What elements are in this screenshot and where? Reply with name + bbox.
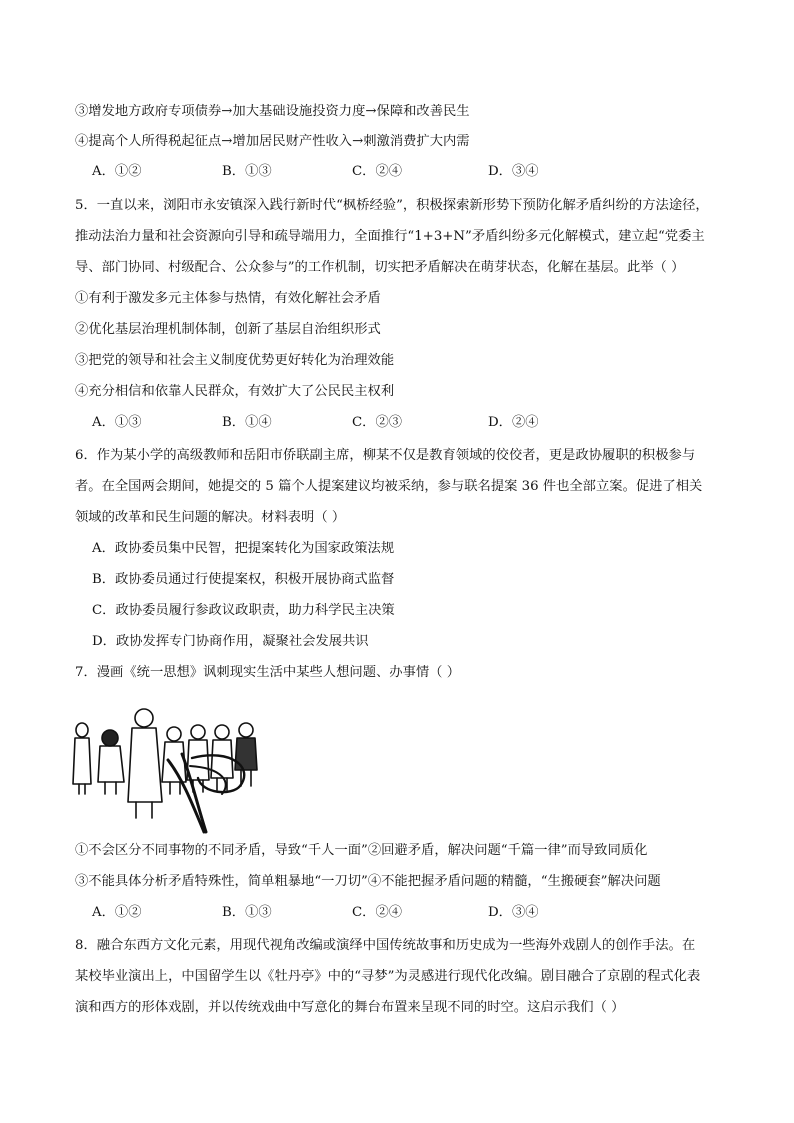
question-8-line-2: 某校毕业演出上，中国留学生以《牡丹亭》中的“寻梦”为灵感进行现代化改编。剧目融合了京剧的程式化表: [75, 969, 701, 984]
q6-option-b: B．政协委员通过行使提案权，积极开展协商式监督: [92, 572, 395, 587]
option-b: B．①③: [222, 164, 272, 179]
q5-statement-3: ③把党的领导和社会主义制度优势更好转化为治理效能: [75, 353, 395, 368]
option-c: C．②③: [352, 415, 403, 430]
option-b: B．①③: [222, 905, 272, 920]
question-8-line-3: 演和西方的形体戏剧，并以传统戏曲中写意化的舞台布置来呈现不同的时空。这启示我们（ ）: [75, 1000, 625, 1015]
q7-statements-3-4: ③不能具体分析矛盾特殊性，简单粗暴地“一刀切”④不能把握矛盾问题的精髓，“生搬硬套”解决问题: [75, 874, 661, 889]
answer-options-q7: [92, 903, 732, 923]
option-c: C．②④: [352, 905, 403, 920]
question-5-line-1: 5．一直以来，浏阳市永安镇深入践行新时代“枫桥经验”，积极探索新形势下预防化解矛盾纠纷的方法途径，: [75, 198, 709, 213]
question-6-line-3: 领域的改革和民生问题的解决。材料表明（ ）: [75, 510, 346, 525]
option-d: D．③④: [488, 905, 539, 920]
question-8-line-1: 8．融合东西方文化元素，用现代视角改编或演绎中国传统故事和历史成为一些海外戏剧人的创作手法。在: [75, 938, 696, 953]
option-a: A．①③: [92, 415, 142, 430]
q5-statement-2: ②优化基层治理机制体制，创新了基层自治组织形式: [75, 322, 381, 337]
answer-options-q4: [92, 162, 732, 182]
q6-option-a: A．政协委员集中民智，把提案转化为国家政策法规: [92, 541, 395, 556]
question-6-line-2: 者。在全国两会期间，她提交的 5 篇个人提案建议均被采纳，参与联名提案 36 件也全部立案。促进了相关: [75, 479, 703, 494]
option-statement-4: ④提高个人所得税起征点→增加居民财产性收入→刺激消费扩大内需: [75, 134, 470, 149]
q6-option-c: C．政协委员履行参政议政职责，助力科学民主决策: [92, 603, 395, 618]
option-d: D．③④: [488, 164, 539, 179]
option-a: A．①②: [92, 164, 142, 179]
q5-statement-1: ①有利于激发多元主体参与热情，有效化解社会矛盾: [75, 291, 381, 306]
answer-options-q5: [92, 413, 732, 433]
cartoon-image: [72, 708, 272, 836]
option-statement-3: ③增发地方政府专项债券→加大基础设施投资力度→保障和改善民生: [75, 104, 470, 119]
option-b: B．①④: [222, 415, 272, 430]
question-6-line-1: 6．作为某小学的高级教师和岳阳市侨联副主席，柳某不仅是教育领域的佼佼者，更是政协履职的积极参与: [75, 448, 696, 463]
q6-option-d: D．政协发挥专门协商作用，凝聚社会发展共识: [92, 634, 369, 649]
question-5-line-2: 推动法治力量和社会资源向引导和疏导端用力，全面推行“1+3+N”矛盾纠纷多元化解模式，建立起“党委主: [75, 229, 705, 244]
q5-statement-4: ④充分相信和依靠人民群众，有效扩大了公民民主权利: [75, 384, 395, 399]
q7-statements-1-2: ①不会区分不同事物的不同矛盾，导致“千人一面”②回避矛盾，解决问题“千篇一律”而导致同质化: [75, 843, 648, 858]
option-c: C．②④: [352, 164, 403, 179]
option-d: D．②④: [488, 415, 539, 430]
question-5-line-3: 导、部门协同、村级配合、公众参与”的工作机制，切实把矛盾解决在萌芽状态，化解在基层。此举（ ）: [75, 260, 685, 275]
option-a: A．①②: [92, 905, 142, 920]
question-7-line: 7．漫画《统一思想》讽刺现实生活中某些人想问题、办事情（ ）: [75, 665, 460, 680]
